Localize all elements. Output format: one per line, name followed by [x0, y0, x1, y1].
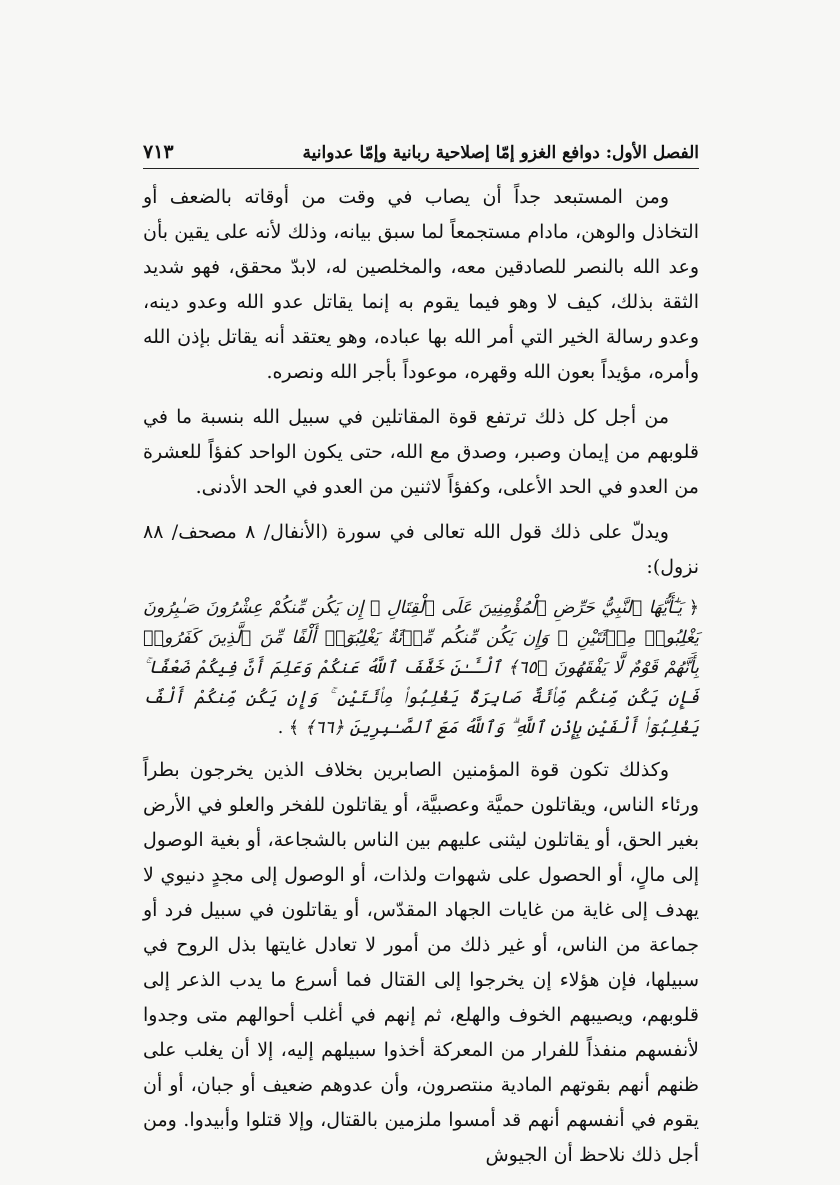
page-header: [143, 133, 699, 163]
paragraph-contrast: وكذلك تكون قوة المؤمنين الصابرين بخلاف الذين يخرجون بطراً ورئاء الناس، ويقاتلون حميَّة وعصبيَّة، أو يقاتلون للفخر والعلو في الأرض بغير الحق، أو يقاتلون ليثنى عليهم بين الناس بالشجاعة، أو بغية الوصول إلى مالٍ، أو الحصول على شهوات ولذات، أو الوصول إلى مجدٍ دنيوي لا يهدف إلى غاية من غايات الجهاد المقدّس، أو يقاتلون في سبيل فرد أو جماعة من الناس، أو غير ذلك من أمور لا تعادل غايتها بذل الروح في سبيلها، فإن هؤلاء إن يخرجوا إلى القتال فما أسرع ما يدب الذعر إلى قلوبهم، ويصيبهم الخوف والهلع، ثم إنهم في أغلب أحوالهم متى وجدوا لأنفسهم منفذاً للفرار من المعركة أخذوا سبيلهم إليه، إلا أن يغلب على ظنهم أنهم بقوتهم المادية منتصرون، وأن عدوهم ضعيف أو جبان، أو أن يقوم في أنفسهم أنهم قد أمسوا ملزمين بالقتال، وإلا قتلوا وأبيدوا. ومن أجل ذلك نلاحظ أن الجيوش: [143, 759, 699, 1166]
paragraph-steadfastness: ومن المستبعد جداً أن يصاب في وقت من أوقاته بالضعف أو التخاذل والوهن، مادام مستجمعاً لما سبق بيانه، وذلك لأنه على يقين بأن وعد الله بالنصر للصادقين معه، والمخلصين له، لابدّ محقق، فهو شديد الثقة بذلك، كيف لا وهو فيما يقوم به إنما يقاتل عدو الله وعدو دينه، وعدو رسالة الخير التي أمر الله بها عباده، وهو يعتقد أنه يقاتل بإذن الله وأمره، مؤيداً بعون الله وقهره، موعوداً بأجر الله ونصره.: [143, 186, 699, 383]
verse-open-bracket: ﴿: [688, 598, 699, 618]
page-body: [143, 180, 699, 1173]
quran-verse: [143, 593, 699, 743]
verse-text: يَـٰٓأَيُّهَا ٱلنَّبِيُّ حَرِّضِ ٱلْمُؤْمِنِينَ عَلَى ٱلْقِتَالِ ۚ إِن يَكُن مِّنكُمْ عِشْرُونَ صَـٰبِرُونَ يَغْلِبُوا۟ مِا۟ئَتَيْنِ ۚ وَإِن يَكُن مِّنكُم مِّا۟ئَةٌ يَغْلِبُوٓا۟ أَلْفًا مِّنَ ٱلَّذِينَ كَفَرُوا۟ بِأَنَّهُمْ قَوْمٌ لَّا يَفْقَهُونَ ﴿٦٥﴾ ٱلْـَٔـٰنَ خَفَّفَ ٱللَّهُ عَنكُمْ وَعَلِمَ أَنَّ فِيكُمْ ضَعْفًا ۚ فَإِن يَكُن مِّنكُم مِّا۟ئَةٌ صَابِرَةٌ يَغْلِبُوا۟ مِا۟ئَتَيْنِ ۚ وَإِن يَكُن مِّنكُمْ أَلْفٌ يَغْلِبُوٓا۟ أَلْفَيْنِ بِإِذْنِ ٱللَّهِ ۗ وَٱللَّهُ مَعَ ٱلصَّـٰبِرِينَ ﴿٦٦﴾: [143, 598, 699, 738]
chapter-title: الفصل الأول: دوافع الغزو إمّا إصلاحية ربانية وإمّا عدوانية: [302, 143, 699, 163]
page-number: ٧١٣: [143, 141, 174, 163]
header-divider: [143, 168, 699, 169]
paragraph-strength: من أجل كل ذلك ترتفع قوة المقاتلين في سبيل الله بنسبة ما في قلوبهم من إيمان وصبر، وصدق مع الله، حتى يكون الواحد كفؤاً للعشرة من العدو في الحد الأعلى، وكفؤاً لاثنين من العدو في الحد الأدنى.: [143, 406, 699, 498]
verse-close-bracket: ﴾ .: [277, 718, 300, 738]
paragraph-verse-intro: ويدلّ على ذلك قول الله تعالى في سورة (الأنفال/ ٨ مصحف/ ٨٨ نزول):: [143, 521, 699, 578]
